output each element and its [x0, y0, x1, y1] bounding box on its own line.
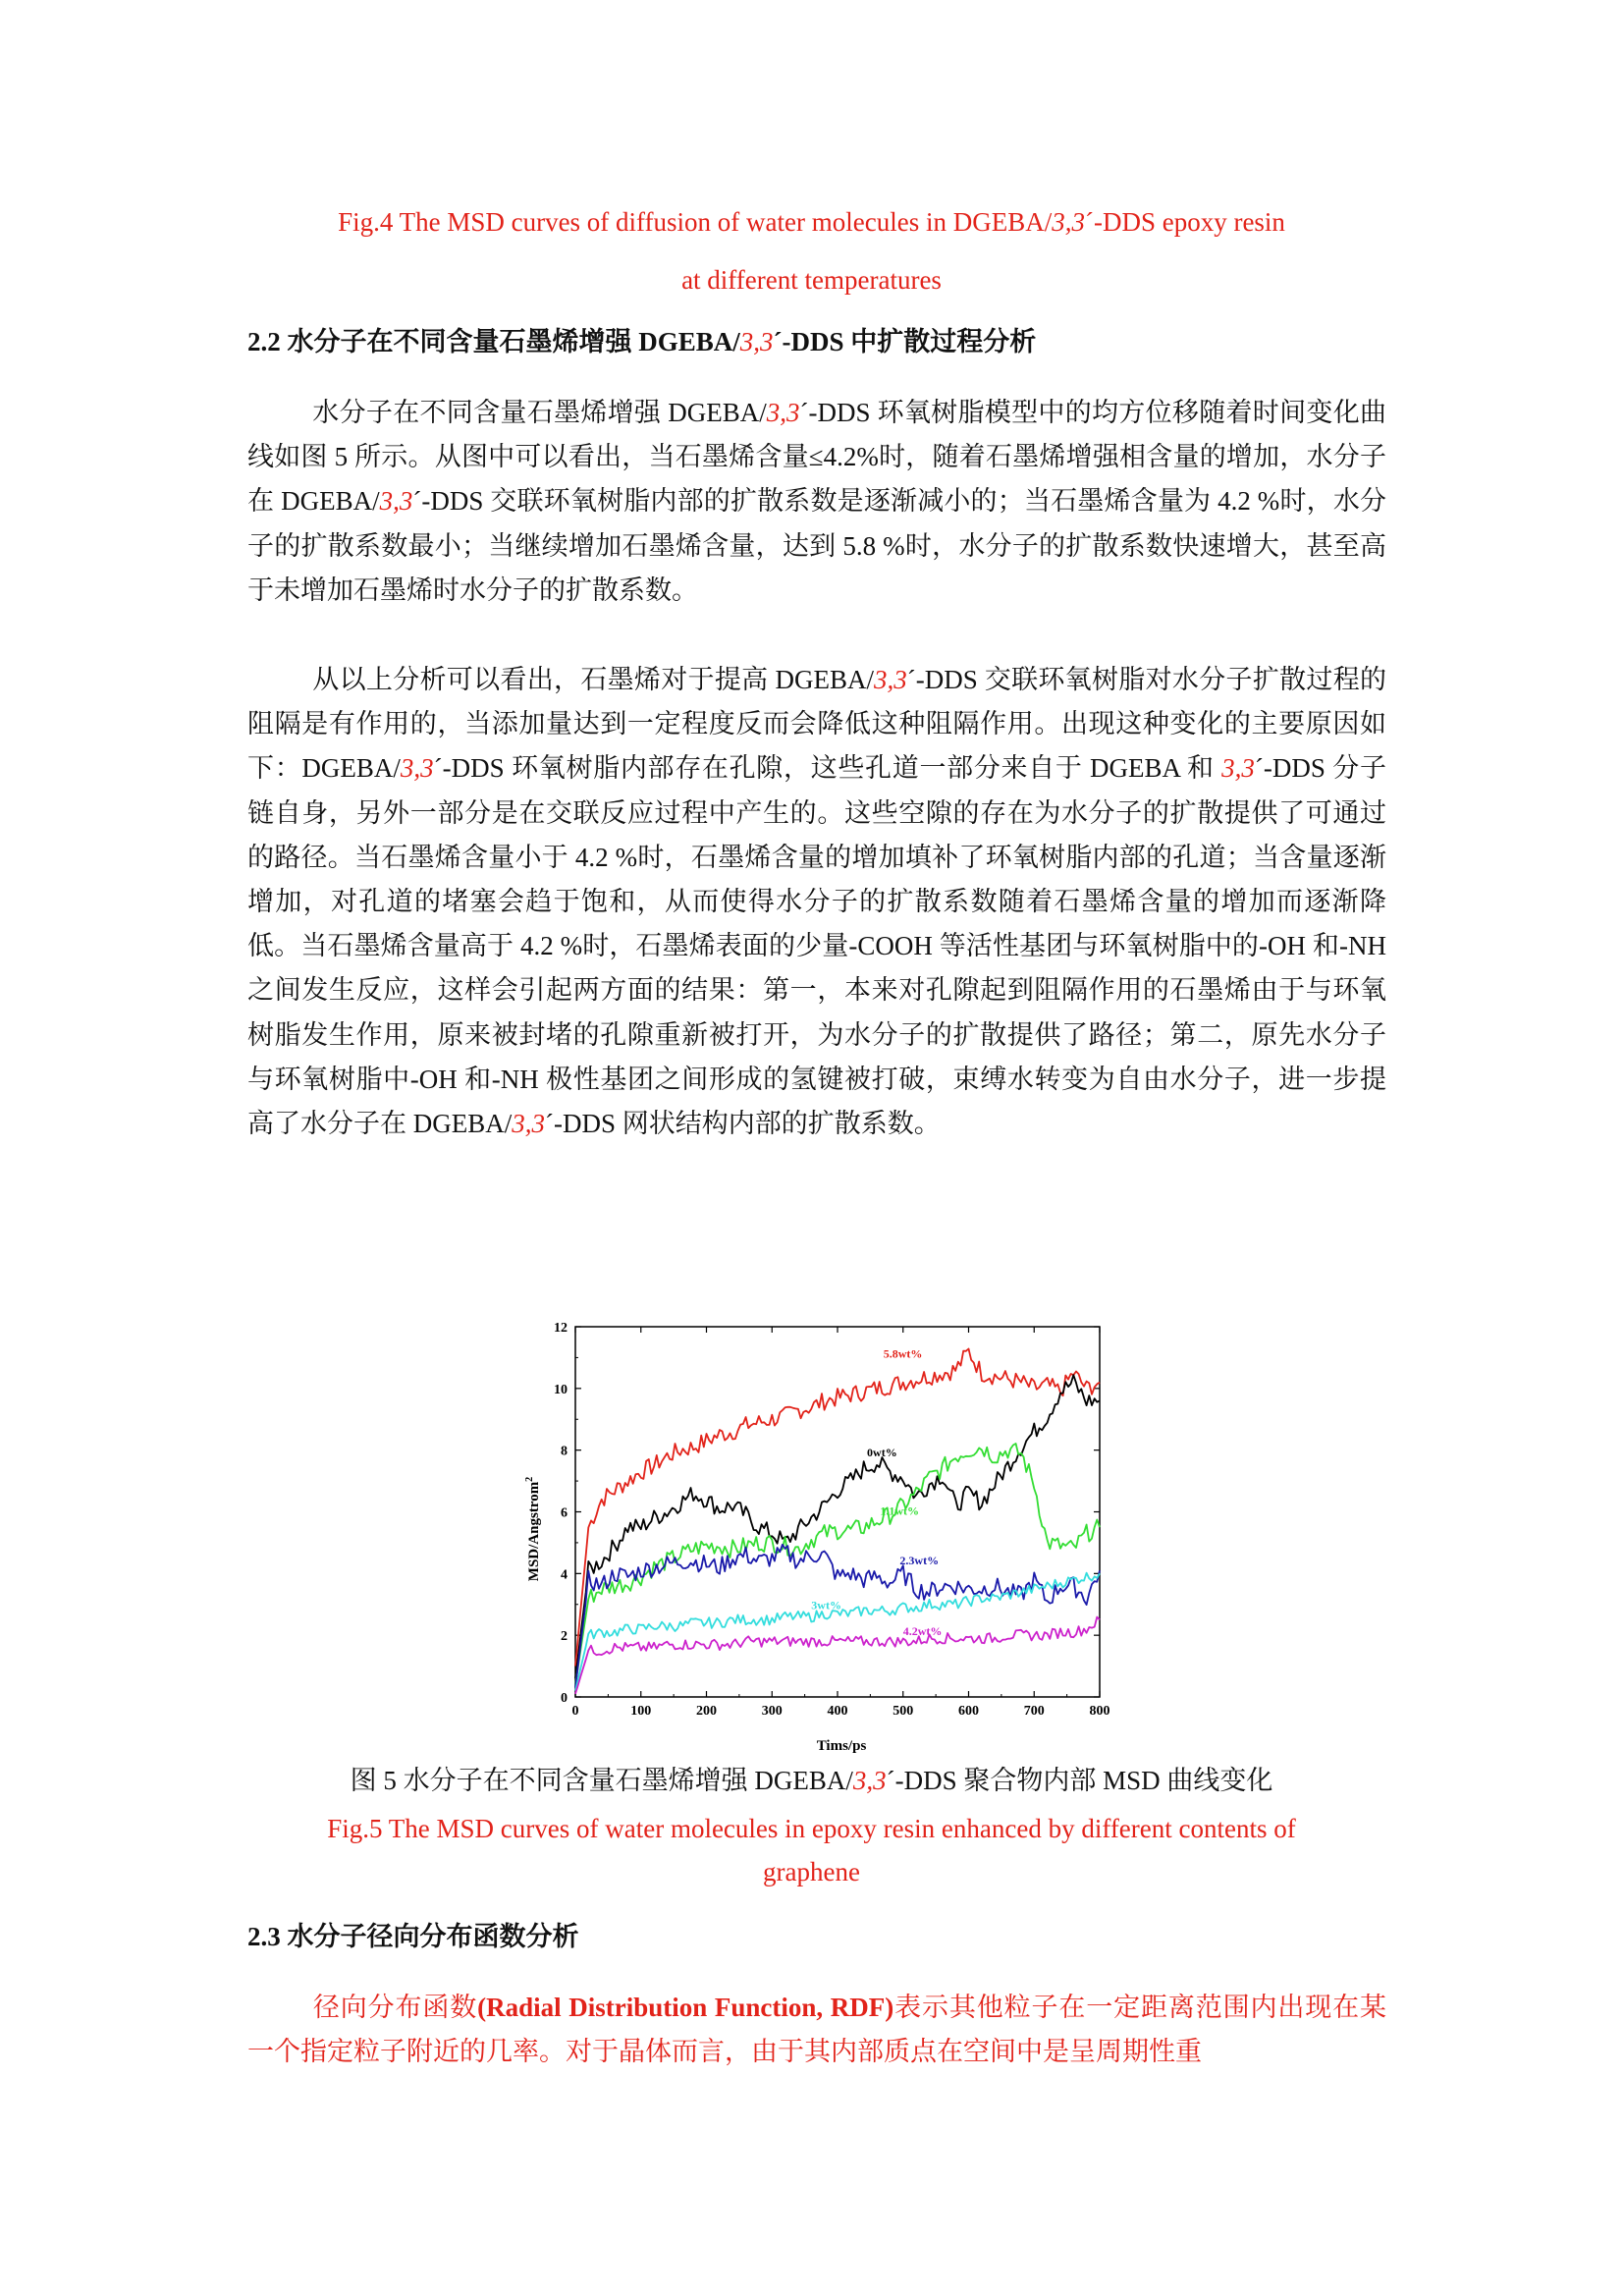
series-label: 0wt%	[867, 1445, 897, 1459]
fig5-en-line2: graphene	[763, 1857, 860, 1886]
para1-text: ´-DDS 交联环氧树脂内部的扩散系数是逐渐减小的；当石墨烯含量为 4.2 %时，水分子的扩散系数最小；当继续增加石墨烯含量，达到 5.8 %时，水分子的扩散系数快速增大，甚至高于未增加石墨烯时水分子的扩散系数。	[247, 486, 1386, 605]
para3-text: 表示其他粒子在一定距离范围内出现在某一个指定粒子附近的几率。对于晶体而言，由于其内部质点在空间中是呈周期性重	[247, 1993, 1387, 2067]
series-line-1_1wtpct	[575, 1444, 1100, 1684]
x-tick-label: 400	[827, 1704, 848, 1719]
fig4-caption-text-end: ´-DDS epoxy resin	[1084, 207, 1285, 237]
fig5-en-line1: Fig.5 The MSD curves of water molecules in epoxy resin enhanced by different contents of	[327, 1814, 1296, 1843]
x-tick-label: 0	[571, 1704, 579, 1719]
series-line-5_8wtpct	[575, 1349, 1100, 1667]
series-label: 5.8wt%	[883, 1346, 923, 1361]
para2-text: ´-DDS 分子链自身，另外一部分是在交联反应过程中产生的。这些空隙的存在为水分子的扩散提供了可通过的路径。当石墨烯含量小于 4.2 %时，石墨烯含量的增加填补了环氧树脂内部的孔道；当含量逐渐增加，对孔道的堵塞会趋于饱和，从而使得水分子的扩散系数随着石墨烯含量的增加而逐渐降低。当石墨烯含量高于 4.2 %时，石墨烯表面的少量-COOH 等活性基团与环氧树脂中的-OH 和-NH 之间发生反应，这样会引起两方面的结果：第一，本来对孔隙起到阻隔作用的石墨烯由于与环氧树脂发生作用，原来被封堵的孔隙重新被打开，为水分子的扩散提供了路径；第二，原先水分子与环氧树脂中-OH 和-NH 极性基团之间形成的氢键被打破，束缚水转变为自由水分子，进一步提高了水分子在 DGEBA/	[247, 753, 1387, 1139]
para1-italic: 3,3	[766, 398, 800, 427]
series-label: 4.2wt%	[902, 1624, 943, 1639]
x-tick-label: 800	[1089, 1704, 1110, 1719]
x-tick-label: 700	[1023, 1704, 1045, 1719]
paragraph-3	[247, 1986, 1386, 2074]
para2-italic: 3,3	[400, 753, 434, 784]
section-2-2-heading	[247, 325, 1036, 358]
fig4-caption-italic: 3,3	[1052, 207, 1085, 237]
y-axis-title: MSD/Angstrom$^2$	[524, 1476, 542, 1582]
series-label: 3wt%	[811, 1598, 841, 1613]
x-tick-label: 100	[630, 1704, 652, 1719]
y-tick-label: 10	[554, 1382, 568, 1397]
fig5-caption-cn	[0, 1764, 1623, 1797]
heading-text: 2.2 水分子在不同含量石墨烯增强 DGEBA/	[247, 327, 740, 356]
para2-text: ´-DDS 交联环氧树脂对水分子扩散过程的阻隔是有作用的，当添加量达到一定程度反而会降低这种阻隔作用。出现这种变化的主要原因如下：DGEBA/	[247, 665, 1387, 784]
para3-text: 径向分布函数	[312, 1993, 478, 2022]
para1-text: 水分子在不同含量石墨烯增强 DGEBA/	[312, 398, 767, 427]
y-tick-label: 2	[561, 1629, 568, 1645]
section-2-3-heading: 2.3 水分子径向分布函数分析	[247, 1922, 579, 1951]
msd-line-chart	[520, 1309, 1129, 1761]
para2-text: 从以上分析可以看出，石墨烯对于提高 DGEBA/	[312, 665, 874, 694]
y-tick-label: 12	[554, 1321, 568, 1336]
series-line-0wtpct	[575, 1375, 1100, 1678]
para3-bold: (Radial Distribution Function, RDF)	[477, 1993, 894, 2022]
fig5-cn-italic: 3,3	[852, 1766, 887, 1795]
x-tick-label: 500	[893, 1704, 914, 1719]
y-tick-label: 0	[561, 1691, 568, 1706]
para2-text: ´-DDS 网状结构内部的扩散系数。	[545, 1109, 941, 1139]
para1-italic: 3,3	[379, 486, 413, 517]
para1-text: ´-DDS 环氧树脂模型中的均方位移随着时间变化曲线如图 5 所示。从图中可以看出，当石墨烯含量≤4.2%时，随着石墨烯增强相含量的增加，水分子在 DGEBA/	[247, 398, 1387, 517]
y-tick-label: 8	[561, 1444, 568, 1459]
fig4-caption-text: Fig.4 The MSD curves of diffusion of water molecules in DGEBA/	[338, 207, 1053, 237]
para2-text: ´-DDS 环氧树脂内部存在孔隙，这些孔道一部分来自于 DGEBA 和	[433, 753, 1222, 784]
heading-italic: 3,3	[739, 327, 774, 356]
para2-italic: 3,3	[512, 1109, 545, 1139]
para2-italic: 3,3	[1221, 753, 1255, 784]
x-tick-label: 600	[958, 1704, 979, 1719]
fig5-cn-text: 图 5 水分子在不同含量石墨烯增强 DGEBA/	[350, 1766, 853, 1795]
y-tick-label: 4	[561, 1567, 568, 1583]
series-label: 1.1wt%	[880, 1503, 920, 1518]
y-tick-label: 6	[561, 1505, 568, 1521]
para2-italic: 3,3	[873, 665, 907, 694]
x-axis-title: Tims/ps	[816, 1738, 867, 1754]
heading-text-end: ´-DDS 中扩散过程分析	[773, 327, 1037, 356]
fig4-caption-line1	[0, 205, 1623, 239]
paragraph-2	[247, 658, 1386, 1146]
series-label: 2.3wt%	[899, 1553, 940, 1567]
fig5-caption-en	[0, 1807, 1623, 1893]
fig5-cn-text-end: ´-DDS 聚合物内部 MSD 曲线变化	[886, 1766, 1273, 1795]
x-tick-label: 300	[761, 1704, 783, 1719]
fig4-caption-line2: at different temperatures	[681, 265, 942, 295]
plot-area	[554, 1321, 1110, 1719]
paragraph-1	[247, 391, 1386, 613]
x-tick-label: 200	[696, 1704, 717, 1719]
